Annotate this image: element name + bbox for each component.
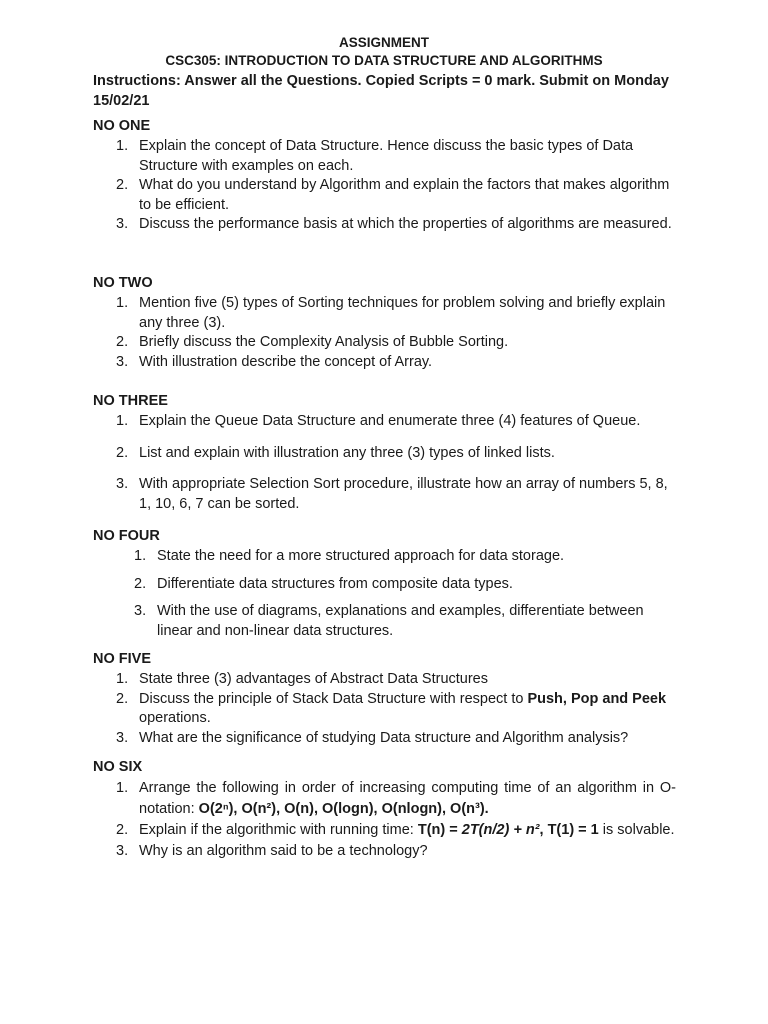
list-item: 2. What do you understand by Algorithm and explain the factors that makes algorithm to be efficient. bbox=[116, 177, 670, 213]
section-title: NO THREE bbox=[93, 393, 168, 409]
list-item: 3. Discuss the performance basis at which the properties of algorithms are measured. bbox=[116, 216, 672, 232]
list-item: 1. Explain the Queue Data Structure and enumerate three (4) features of Queue. bbox=[116, 413, 641, 429]
question-list bbox=[116, 294, 679, 372]
list-item: 1. State three (3) advantages of Abstract Data Structures bbox=[116, 671, 488, 687]
section-title: NO FOUR bbox=[93, 528, 160, 544]
list-item: 2. Briefly discuss the Complexity Analysis of Bubble Sorting. bbox=[116, 334, 509, 350]
list-item: 2. List and explain with illustration any three (3) types of linked lists. bbox=[116, 444, 555, 461]
section-title: NO SIX bbox=[93, 759, 143, 775]
section-title: NO FIVE bbox=[93, 651, 152, 667]
question-list bbox=[116, 670, 674, 748]
list-item: 3. What are the significance of studying Data structure and Algorithm analysis? bbox=[116, 729, 629, 746]
question-list bbox=[116, 412, 679, 514]
list-item: 3. Why is an algorithm said to be a technology? bbox=[116, 843, 428, 859]
list-item: 3. With the use of diagrams, explanations and examples, differentiate between linear and non-linear data structures. bbox=[134, 603, 644, 639]
section-title: NO TWO bbox=[93, 275, 153, 291]
list-item: 3. With appropriate Selection Sort procedure, illustrate how an array of numbers 5, 8, 1, 10, 6, 7 can be sorted. bbox=[116, 476, 668, 512]
list-item: 3. With illustration describe the concept of Array. bbox=[116, 353, 433, 370]
instructions: Instructions: Answer all the Questions. Copied Scripts = 0 mark. Submit on Monday 15/02/21 bbox=[93, 73, 669, 109]
list-item: 1. Explain the concept of Data Structure. Hence discuss the basic types of Data Structure with examples on each. bbox=[116, 138, 634, 174]
course-title: CSC305: INTRODUCTION TO DATA STRUCTURE AND ALGORITHMS bbox=[165, 53, 603, 68]
list-item: 2. Discuss the principle of Stack Data Structure with respect to Push, Pop and Peek operations. bbox=[116, 690, 667, 726]
question-list bbox=[116, 137, 679, 235]
list-item: 1. Mention five (5) types of Sorting techniques for problem solving and briefly explain any three (3). bbox=[116, 295, 666, 331]
document-title: ASSIGNMENT bbox=[338, 35, 429, 50]
section-title: NO ONE bbox=[93, 118, 151, 134]
list-item: 1. State the need for a more structured approach for data storage. bbox=[134, 548, 565, 564]
list-item: 2. Differentiate data structures from composite data types. bbox=[134, 575, 513, 592]
list-item: 2. Explain if the algorithmic with running time: T(n) = 2T(n/2) + n², T(1) = 1 is solvable. bbox=[116, 822, 675, 838]
question-list bbox=[134, 547, 677, 641]
question-list bbox=[116, 778, 676, 862]
list-item: 1. Arrange the following in order of increasing computing time of an algorithm in O-notation: O(2ⁿ), O(n²), O(n), O(logn), O(nlogn), O(n³). bbox=[116, 780, 676, 817]
